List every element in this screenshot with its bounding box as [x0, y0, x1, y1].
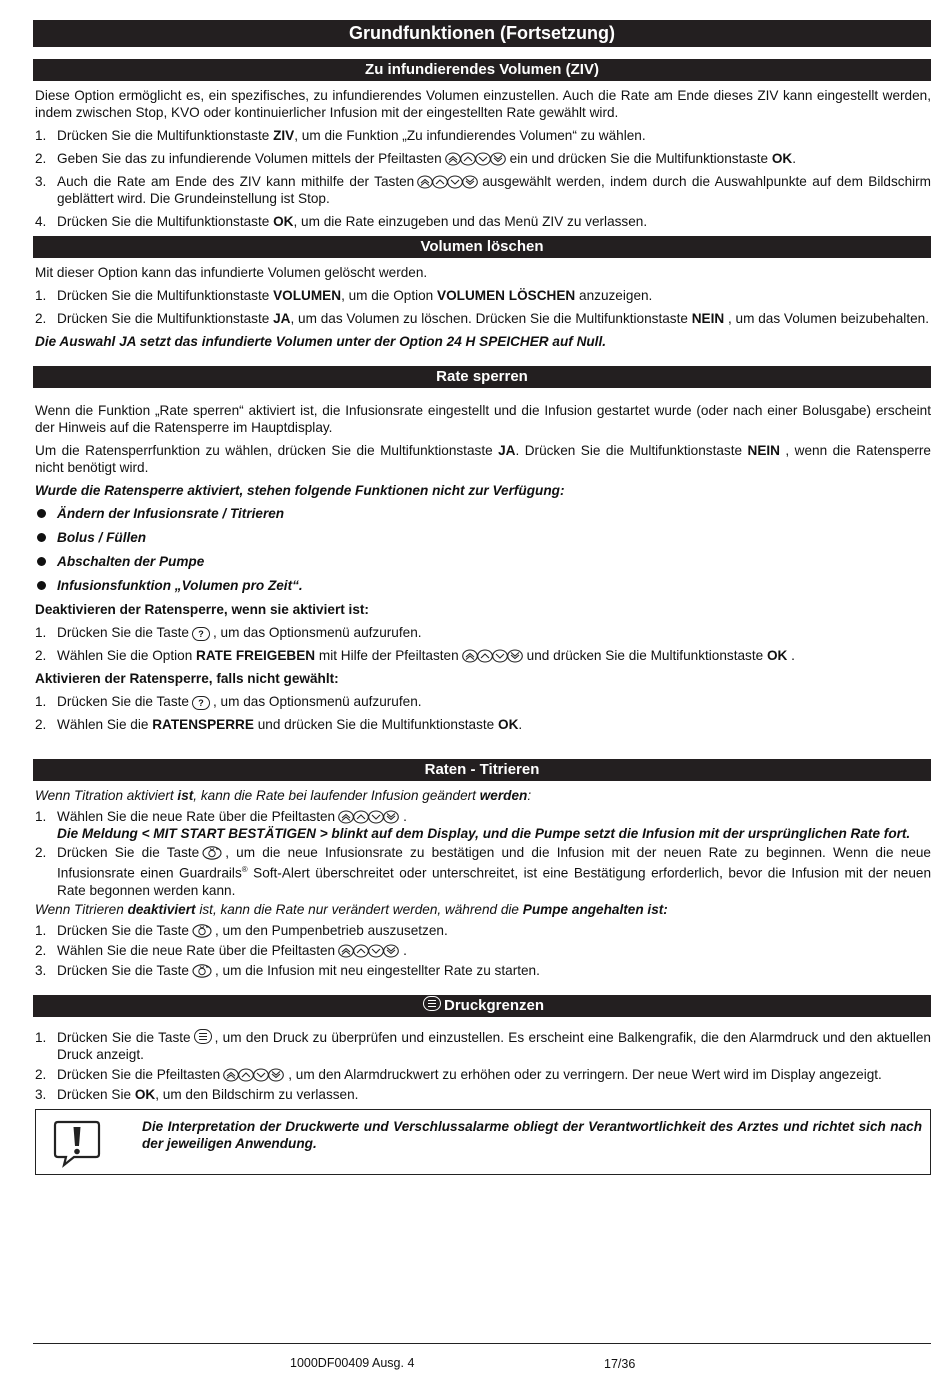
start-stop-key-icon [192, 924, 212, 938]
section-title-volume-clear: Volumen löschen [33, 236, 931, 258]
rate-lock-bullets [33, 505, 931, 594]
list-item: 1. Drücken Sie die Multifunktionstaste ZIV, um die Funktion „Zu infundierendes Volumen“ zu wählen. [35, 128, 646, 143]
list-item: Ändern der Infusionsrate / Titrieren [33, 505, 931, 522]
rate-lock-deactivate-steps [33, 624, 931, 664]
pressure-steps [33, 1029, 931, 1103]
pressure-key-icon [423, 996, 441, 1011]
page-title: Grundfunktionen (Fortsetzung) [33, 20, 931, 47]
list-item: Abschalten der Pumpe [33, 553, 931, 570]
list-item: 1. Drücken Sie die Multifunktionstaste VOLUMEN, um die Option VOLUMEN LÖSCHEN anzuzeigen. [35, 288, 653, 303]
volume-clear-intro: Mit dieser Option kann das infundierte Volumen gelöscht werden. [35, 265, 428, 280]
rate-lock-deactivate-title: Deaktivieren der Ratensperre, wenn sie aktiviert ist: [35, 602, 369, 617]
footer-document-number: 1000DF00409 Ausg. 4 [290, 1356, 415, 1370]
up-down-arrow-keys-icon [338, 810, 400, 824]
volume-clear-steps [33, 287, 931, 327]
pressure-key-icon [194, 1029, 212, 1044]
question-key-icon: ? [192, 627, 210, 641]
rate-lock-activate-title: Aktivieren der Ratensperre, falls nicht gewählt: [35, 671, 339, 686]
ziv-steps [33, 127, 931, 230]
list-item: 2. Wählen Sie die neue Rate über die Pfeiltasten . [35, 942, 407, 958]
up-down-arrow-keys-icon [338, 944, 400, 958]
titrate-deactivated: Wenn Titrieren deaktiviert ist, kann die Rate nur verändert werden, während die Pumpe angehalten ist: [35, 901, 668, 917]
titrate-intro: Wenn Titration aktiviert ist, kann die Rate bei laufender Infusion geändert werden: [35, 788, 532, 803]
section-title-ziv: Zu infundierendes Volumen (ZIV) [33, 59, 931, 81]
list-item: 3. Drücken Sie OK, um den Bildschirm zu verlassen. [35, 1086, 359, 1102]
list-item: 1. Wählen Sie die neue Rate über die Pfeiltasten . Die Meldung < MIT START BESTÄTIGEN > blinkt auf dem Display, und die Pumpe setzt die Infusion mit der ursprünglichen Rate fort. [35, 809, 911, 841]
list-item: 2. Geben Sie das zu infundierende Volumen mittels der Pfeiltasten ein und drücken Sie die Multifunktionstaste OK. [35, 151, 797, 166]
rate-lock-activate-steps [33, 693, 931, 733]
footer-divider [33, 1343, 931, 1344]
list-item: Bolus / Füllen [33, 529, 931, 546]
up-down-arrow-keys-icon [223, 1068, 285, 1082]
list-item: 3. Auch die Rate am Ende des ZIV kann mithilfe der Tasten ausgewählt werden, indem durch die Auswahlpunkte auf dem Bildschirm geblättert wird. Die Grundeinstellung ist Stop. [35, 174, 932, 206]
section-title-pressure: Druckgrenzen [33, 995, 931, 1017]
list-item: 1. Drücken Sie die Taste , um den Druck zu überprüfen und einzustellen. Es erscheint eine Balkengrafik, die den Alarmdruck und den aktuellen Druck anzeigt. [35, 1029, 931, 1062]
warning-text: Die Interpretation der Druckwerte und Verschlussalarme obliegt der Verantwortlichkeit des Arztes und richtet sich nach der jeweiligen Anwendung. [142, 1118, 922, 1151]
list-item: 2. Drücken Sie die Taste , um die neue Infusionsrate zu bestätigen und die Infusion mit der neuen Rate zu beginnen. Wenn die neue Infusionsrate einen Guardrails® Soft-Alert überschreitet oder unterschreitet, ist eine Bestätigung erforderlich, bevor die Infusion mit der neuen Rate begonnen werden kann. [35, 845, 931, 898]
ziv-intro: Diese Option ermöglicht es, ein spezifisches, zu infundierendes Volumen einzustellen. Auch die Rate am Ende dieses ZIV kann eingestellt werden, indem zwischen Stop, KVO oder kontinuierlicher Infusion mit der eingestellten Rate gewählt wird. [35, 88, 931, 120]
exclamation-warning-icon [52, 1118, 102, 1168]
rate-lock-p1: Wenn die Funktion „Rate sperren“ aktiviert ist, die Infusionsrate eingestellt und die Infusion gestartet wurde (oder nach einer Bolusgabe) erscheint der Hinweis auf die Ratensperre im Hauptdisplay. [35, 403, 931, 435]
list-item: 2. Drücken Sie die Multifunktionstaste JA, um das Volumen zu löschen. Drücken Sie die Multifunktionstaste NEIN , um das Volumen beizubehalten. [35, 311, 929, 326]
up-down-arrow-keys-icon [462, 649, 524, 663]
titrate-steps-2 [33, 922, 931, 979]
page [33, 20, 931, 1175]
question-key-icon: ? [192, 696, 210, 710]
list-item: 2. Drücken Sie die Pfeiltasten , um den Alarmdruckwert zu erhöhen oder zu verringern. Der neue Wert wird im Display angezeigt. [35, 1066, 882, 1082]
up-down-arrow-keys-icon [445, 152, 507, 166]
list-item: 1. Drücken Sie die Taste ? , um das Optionsmenü aufzurufen. [35, 625, 422, 640]
list-item: Infusionsfunktion „Volumen pro Zeit“. [33, 577, 931, 594]
section-title-titrate: Raten - Titrieren [33, 759, 931, 781]
list-item: 1. Drücken Sie die Taste , um den Pumpenbetrieb auszusetzen. [35, 922, 448, 938]
footer-page-number: 17/36 [604, 1357, 636, 1371]
section-title-rate-lock: Rate sperren [33, 366, 931, 388]
list-item: 2. Wählen Sie die RATENSPERRE und drücken Sie die Multifunktionstaste OK. [35, 717, 523, 732]
list-item: 2. Wählen Sie die Option RATE FREIGEBEN mit Hilfe der Pfeiltasten und drücken Sie die Multifunktionstaste OK . [35, 648, 795, 663]
start-stop-key-icon [192, 964, 212, 978]
start-stop-key-icon [202, 846, 222, 860]
list-item: 3. Drücken Sie die Taste , um die Infusion mit neu eingestellter Rate zu starten. [35, 962, 540, 978]
rate-lock-p2: Um die Ratensperrfunktion zu wählen, drücken Sie die Multifunktionstaste JA. Drücken Sie die Multifunktionstaste NEIN , wenn die Ratensperre nicht benötigt wird. [35, 443, 931, 475]
rate-lock-note: Wurde die Ratensperre aktiviert, stehen folgende Funktionen nicht zur Verfügung: [35, 483, 565, 498]
list-item: 4. Drücken Sie die Multifunktionstaste OK, um die Rate einzugeben und das Menü ZIV zu verlassen. [35, 214, 648, 229]
volume-clear-note: Die Auswahl JA setzt das infundierte Volumen unter der Option 24 H SPEICHER auf Null. [35, 334, 607, 349]
titrate-steps [33, 808, 931, 899]
warning-box [35, 1109, 931, 1175]
up-down-arrow-keys-icon [417, 175, 479, 189]
list-item: 1. Drücken Sie die Taste ? , um das Optionsmenü aufzurufen. [35, 694, 422, 709]
